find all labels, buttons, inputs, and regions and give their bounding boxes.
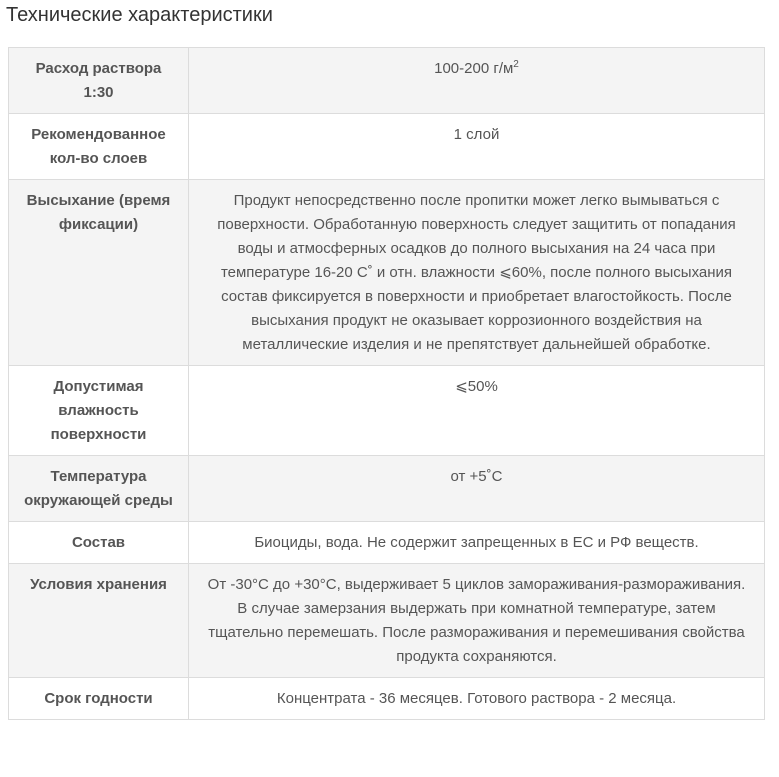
table-row bbox=[9, 114, 765, 180]
row-value: от +5˚С bbox=[189, 456, 765, 522]
table-row bbox=[9, 522, 765, 564]
unit-superscript: 2 bbox=[513, 59, 519, 70]
table-row bbox=[9, 678, 765, 720]
specs-table bbox=[8, 47, 765, 720]
row-value bbox=[189, 48, 765, 114]
row-label: Условия хранения bbox=[9, 564, 189, 678]
row-value: От -30°С до +30°С, выдерживает 5 циклов замораживания-размораживания. В случае замерзания выдержать при комнатной температуре, затем тщательно перемешать. После размораживания и перемешивания свойства продукта сохраняются. bbox=[189, 564, 765, 678]
row-label: Расход раствора 1:30 bbox=[9, 48, 189, 114]
section-heading: Технические характеристики bbox=[6, 4, 273, 26]
row-label: Высыхание (время фиксации) bbox=[9, 180, 189, 366]
row-value: 1 слой bbox=[189, 114, 765, 180]
consumption-value: 100-200 г/м bbox=[434, 60, 514, 77]
row-value: ⩽50% bbox=[189, 366, 765, 456]
row-label: Рекомендованное кол-во слоев bbox=[9, 114, 189, 180]
row-label: Срок годности bbox=[9, 678, 189, 720]
table-row bbox=[9, 48, 765, 114]
row-value: Продукт непосредственно после пропитки может легко вымываться с поверхности. Обработанную поверхность следует защитить от попадания воды и атмосферных осадков до полного высыхания на 24 часа при температуре 16-20 С˚ и отн. влажности ⩽60%, после полного высыхания состав фиксируется в поверхности и приобретает влагостойкость. После высыхания продукт не оказывает коррозионного воздействия на металлические изделия и не препятствует дальнейшей обработке. bbox=[189, 180, 765, 366]
row-label: Допустимая влажность поверхности bbox=[9, 366, 189, 456]
row-value: Биоциды, вода. Не содержит запрещенных в ЕС и РФ веществ. bbox=[189, 522, 765, 564]
table-row bbox=[9, 564, 765, 678]
table-row bbox=[9, 456, 765, 522]
row-value: Концентрата - 36 месяцев. Готового раствора - 2 месяца. bbox=[189, 678, 765, 720]
table-row bbox=[9, 180, 765, 366]
table-row bbox=[9, 366, 765, 456]
row-label: Состав bbox=[9, 522, 189, 564]
row-label: Температура окружающей среды bbox=[9, 456, 189, 522]
